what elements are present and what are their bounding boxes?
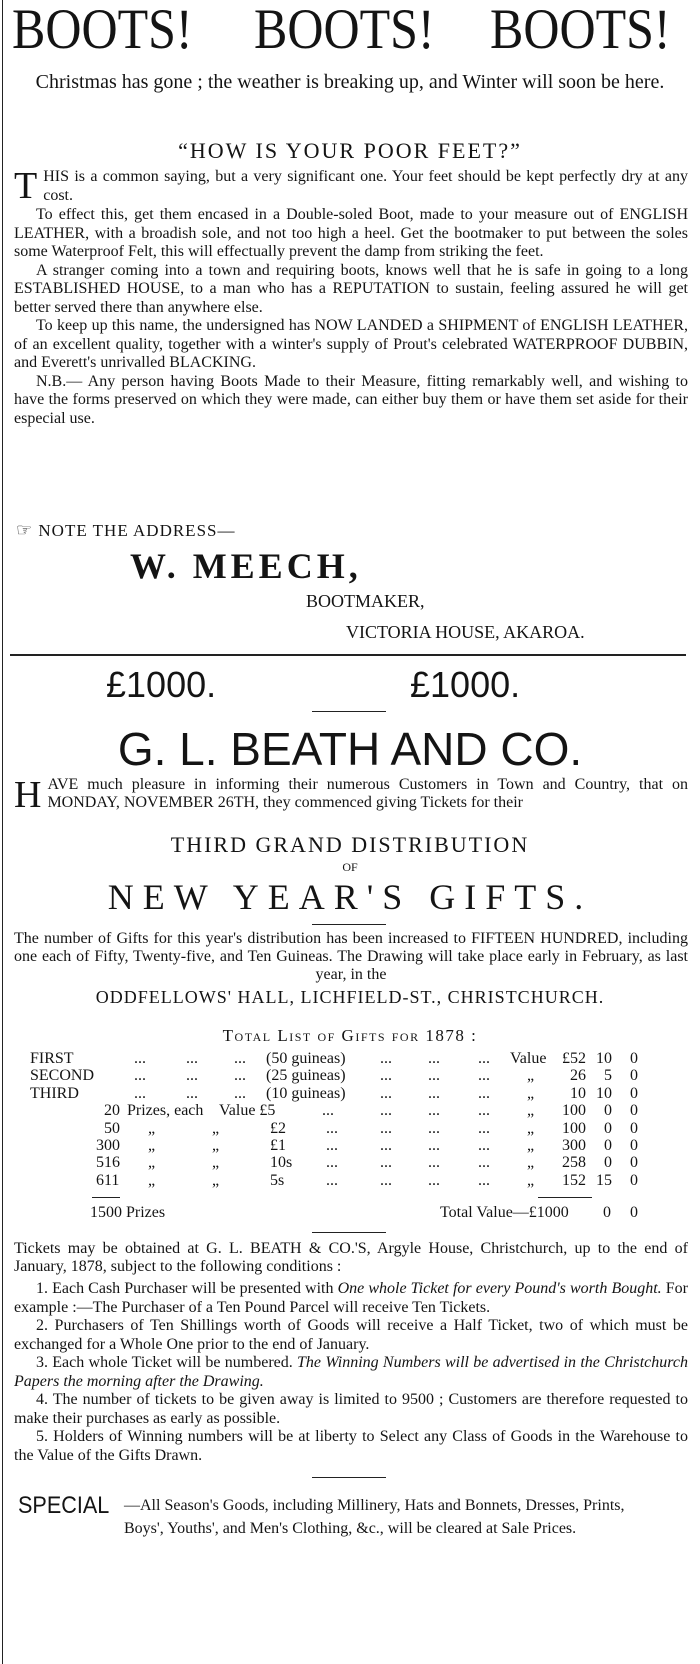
dots: ... xyxy=(186,1084,198,1102)
merchant-name: W. MEECH, xyxy=(130,546,362,586)
dots: ... xyxy=(428,1067,440,1085)
gift-description: (50 guineas) xyxy=(266,1050,346,1067)
gift-shillings: 0 xyxy=(604,1102,612,1120)
gift-row xyxy=(0,1085,700,1103)
gift-value: 5s xyxy=(270,1171,285,1189)
section-divider xyxy=(10,654,686,656)
dots: ... xyxy=(380,1102,392,1120)
note-address-label: NOTE THE ADDRESS— xyxy=(38,521,236,540)
dots: ... xyxy=(428,1050,440,1067)
dots: ... xyxy=(380,1154,392,1172)
ditto: „ xyxy=(148,1171,156,1189)
list-rule-left xyxy=(92,1197,120,1198)
gift-count: 611 xyxy=(96,1171,120,1189)
ditto: „ xyxy=(527,1067,535,1085)
gift-pence: 0 xyxy=(630,1137,638,1154)
ditto: „ xyxy=(527,1171,535,1189)
gift-shillings: 10 xyxy=(596,1050,612,1067)
ditto: „ xyxy=(527,1154,535,1172)
ditto: „ xyxy=(212,1137,220,1154)
gift-description: Prizes, each xyxy=(127,1102,204,1120)
dots: ... xyxy=(186,1050,198,1067)
conditions xyxy=(14,1280,688,1465)
gift-pence: 0 xyxy=(630,1102,638,1120)
ditto: „ xyxy=(527,1102,535,1120)
gift-pounds: 100 xyxy=(562,1102,586,1120)
condition-3: 3. Each whole Ticket will be numbered. The Winning Numbers will be advertised in the Christchurch Papers the morning after the Drawing. xyxy=(14,1354,688,1390)
gift-class: SECOND xyxy=(30,1067,95,1085)
ditto: „ xyxy=(527,1137,535,1154)
short-rule-1 xyxy=(312,711,386,712)
gift-value: 10s xyxy=(270,1154,293,1172)
ditto: „ xyxy=(148,1154,156,1172)
dots: ... xyxy=(134,1067,146,1085)
dots: ... xyxy=(380,1171,392,1189)
gift-description: (10 guineas) xyxy=(266,1084,346,1102)
boots-para-1: THIS is a common saying, but a very significant one. Your feet should be kept perfectly dry at any cost. xyxy=(14,165,688,207)
gift-pence: 0 xyxy=(630,1171,638,1189)
drop-cap-t: T xyxy=(14,165,38,207)
dots: ... xyxy=(428,1171,440,1189)
gift-count: 50 xyxy=(104,1119,120,1137)
dots: ... xyxy=(380,1084,392,1102)
gift-pounds: 10 xyxy=(570,1084,586,1102)
merchant-address: VICTORIA HOUSE, AKAROA. xyxy=(346,622,585,642)
gift-shillings: 10 xyxy=(596,1084,612,1102)
short-rule-2 xyxy=(312,924,386,925)
boots-subtitle: Christmas has gone ; the weather is breaking up, and Winter will soon be here. xyxy=(35,71,665,93)
boots-para-2: To effect this, get them encased in a Double-soled Boot, made to your measure out of ENGLISH LEATHER, with a broadish sole, and not too high a heel. Get the bootmaker to put between the soles some Waterproof Felt, this will effectually prevent the damp from striking the feet. xyxy=(14,206,688,260)
gift-pounds: £52 xyxy=(562,1050,586,1067)
boots-headline xyxy=(12,0,692,61)
boots-para-5: N.B.— Any person having Boots Made to their Measure, fitting remarkably well, and wishing to have the forms preserved on which they were made, can either buy them or have them set aside for their especial use. xyxy=(14,372,688,427)
list-title: Total List of Gifts for 1878 : xyxy=(222,1026,478,1045)
dots: ... xyxy=(428,1137,440,1154)
special-text: —All Season's Goods, including Millinery, Hats and Bonnets, Dresses, Prints, Boys', Youths', and Men's Clothing, &c., will be cleared at Sale Prices. xyxy=(124,1497,625,1537)
dots: ... xyxy=(478,1119,490,1137)
boots-para-3: A stranger coming into a town and requiring boots, knows well that he is safe in going to a long ESTABLISHED HOUSE, to a man who has a REPUTATION to sustain, feeling assured he will get better served there than anywhere else. xyxy=(14,261,688,316)
condition-1: 1. Each Cash Purchaser will be presented with One whole Ticket for every Pound's worth Bought. For example :—The Purchaser of a Ten Pound Parcel will receive Ten Tickets. xyxy=(14,1280,688,1316)
gift-pence: 0 xyxy=(630,1119,638,1137)
distribution-title: THIRD GRAND DISTRIBUTION xyxy=(170,832,530,857)
dots: ... xyxy=(428,1084,440,1102)
dots: ... xyxy=(478,1154,490,1172)
condition-4: 4. The number of tickets to be given away is limited to 9500 ; Customers are therefore requested to make their purchases as early as possible. xyxy=(14,1391,688,1427)
gift-shillings: 15 xyxy=(596,1171,612,1189)
gift-class: THIRD xyxy=(30,1084,79,1102)
dots: ... xyxy=(322,1102,334,1120)
tickets-paragraph: Tickets may be obtained at G. L. BEATH & CO.'S, Argyle House, Christchurch, up to the end of January, 1878, subject to the following conditions : xyxy=(14,1240,688,1275)
boots-word-1: BOOTS! xyxy=(12,0,193,61)
gift-row xyxy=(0,1067,700,1085)
dots: ... xyxy=(326,1171,338,1189)
gift-row xyxy=(0,1137,700,1155)
gift-pence: 0 xyxy=(630,1067,638,1085)
dots: ... xyxy=(478,1137,490,1154)
condition-2: 2. Purchasers of Ten Shillings worth of Goods will receive a Half Ticket, two of which must be exchanged for a Whole One prior to the end of January. xyxy=(14,1317,688,1353)
list-rule-right xyxy=(538,1197,592,1198)
gift-count: 516 xyxy=(96,1154,120,1172)
intro-text: AVE much pleasure in informing their numerous Customers in Town and Country, that on MONDAY, NOVEMBER 26TH, they commenced giving Tickets for their xyxy=(47,776,688,811)
gift-row xyxy=(0,1172,700,1190)
amount-left: £1000. xyxy=(106,664,217,705)
ditto: „ xyxy=(212,1171,220,1189)
gift-class: FIRST xyxy=(30,1050,74,1067)
short-rule-3 xyxy=(312,1232,386,1233)
dots: ... xyxy=(428,1154,440,1172)
gifts-title: NEW YEAR'S GIFTS. xyxy=(107,877,593,917)
short-rule-4 xyxy=(312,1477,386,1478)
ditto: „ xyxy=(212,1119,220,1137)
gift-pence: 0 xyxy=(630,1050,638,1067)
dots: ... xyxy=(380,1119,392,1137)
gift-description: (25 guineas) xyxy=(266,1067,346,1085)
gift-row xyxy=(0,1102,700,1120)
dots: ... xyxy=(380,1050,392,1067)
ditto: „ xyxy=(148,1119,156,1137)
dots: ... xyxy=(380,1067,392,1085)
gift-pounds: 100 xyxy=(562,1119,586,1137)
ditto: „ xyxy=(148,1137,156,1154)
dots: ... xyxy=(326,1154,338,1172)
dots: ... xyxy=(234,1067,246,1085)
total-prizes: 1500 Prizes xyxy=(90,1204,166,1221)
dots: ... xyxy=(186,1067,198,1085)
boots-question: “HOW IS YOUR POOR FEET?” xyxy=(178,138,522,163)
gift-row xyxy=(0,1120,700,1138)
gift-pence: 0 xyxy=(630,1154,638,1172)
boots-para-4: To keep up this name, the undersigned has NOW LANDED a SHIPMENT of ENGLISH LEATHER, of an excellent quality, together with a winter's supply of Prout's celebrated WATERPROOF DUBBIN, and Everett's unrivalled BLACKING. xyxy=(14,317,688,371)
dots: ... xyxy=(428,1102,440,1120)
dots: ... xyxy=(478,1171,490,1189)
gift-value: £1 xyxy=(270,1137,286,1154)
gift-shillings: 0 xyxy=(604,1137,612,1154)
gift-shillings: 5 xyxy=(604,1067,612,1085)
hall-address: ODDFELLOWS' HALL, LICHFIELD-ST., CHRISTCHURCH. xyxy=(95,987,605,1007)
intro-paragraph xyxy=(14,774,688,816)
gift-pounds: 152 xyxy=(562,1171,586,1189)
drop-cap-h: H xyxy=(14,774,42,816)
merchant-trade: BOOTMAKER, xyxy=(306,591,425,611)
boots-body xyxy=(14,165,688,428)
ditto: „ xyxy=(527,1119,535,1137)
dots: ... xyxy=(326,1137,338,1154)
gift-pounds: 26 xyxy=(570,1067,586,1085)
dots: ... xyxy=(134,1050,146,1067)
gift-pounds: 300 xyxy=(562,1137,586,1154)
special-label: SPECIAL xyxy=(18,1492,110,1519)
special-block xyxy=(14,1490,688,1660)
boots-word-3: BOOTS! xyxy=(490,0,671,61)
condition-5: 5. Holders of Winning numbers will be at liberty to Select any Class of Goods in the Warehouse to the Value of the Gifts Drawn. xyxy=(14,1428,688,1464)
gift-pounds: 258 xyxy=(562,1154,586,1172)
ditto: „ xyxy=(527,1084,535,1102)
company-name: G. L. BEATH AND CO. xyxy=(117,723,583,775)
dots: ... xyxy=(134,1084,146,1102)
dots: ... xyxy=(478,1067,490,1085)
total-value: Total Value—£1000 0 0 xyxy=(440,1204,638,1221)
dots: ... xyxy=(326,1119,338,1137)
boots-word-2: BOOTS! xyxy=(254,0,435,61)
gift-row xyxy=(0,1154,700,1172)
gift-shillings: 0 xyxy=(604,1154,612,1172)
gift-shillings: 0 xyxy=(604,1119,612,1137)
gift-count: 20 xyxy=(104,1102,120,1120)
dots: ... xyxy=(234,1050,246,1067)
gift-count: 300 xyxy=(96,1137,120,1154)
dots: ... xyxy=(478,1102,490,1120)
gifts-paragraph: The number of Gifts for this year's distribution has been increased to FIFTEEN HUNDRED, including one each of Fifty, Twenty-five, and Ten Guineas. The Drawing will take place early in February, as last year, in the xyxy=(14,930,688,983)
dots: ... xyxy=(478,1050,490,1067)
ditto: „ xyxy=(212,1154,220,1172)
gift-value: Value £5 xyxy=(219,1102,276,1120)
pointing-hand-icon: ☞ xyxy=(16,520,34,540)
amount-right: £1000. xyxy=(410,664,521,705)
gift-row xyxy=(0,1050,700,1068)
gift-value: £2 xyxy=(270,1119,286,1137)
distribution-of: OF xyxy=(342,860,358,874)
left-column-rule xyxy=(2,0,3,1664)
dots: ... xyxy=(428,1119,440,1137)
dots: ... xyxy=(478,1084,490,1102)
dots: ... xyxy=(234,1084,246,1102)
value-label: Value xyxy=(510,1050,547,1067)
gift-pence: 0 xyxy=(630,1084,638,1102)
note-address xyxy=(16,520,416,541)
dots: ... xyxy=(380,1137,392,1154)
